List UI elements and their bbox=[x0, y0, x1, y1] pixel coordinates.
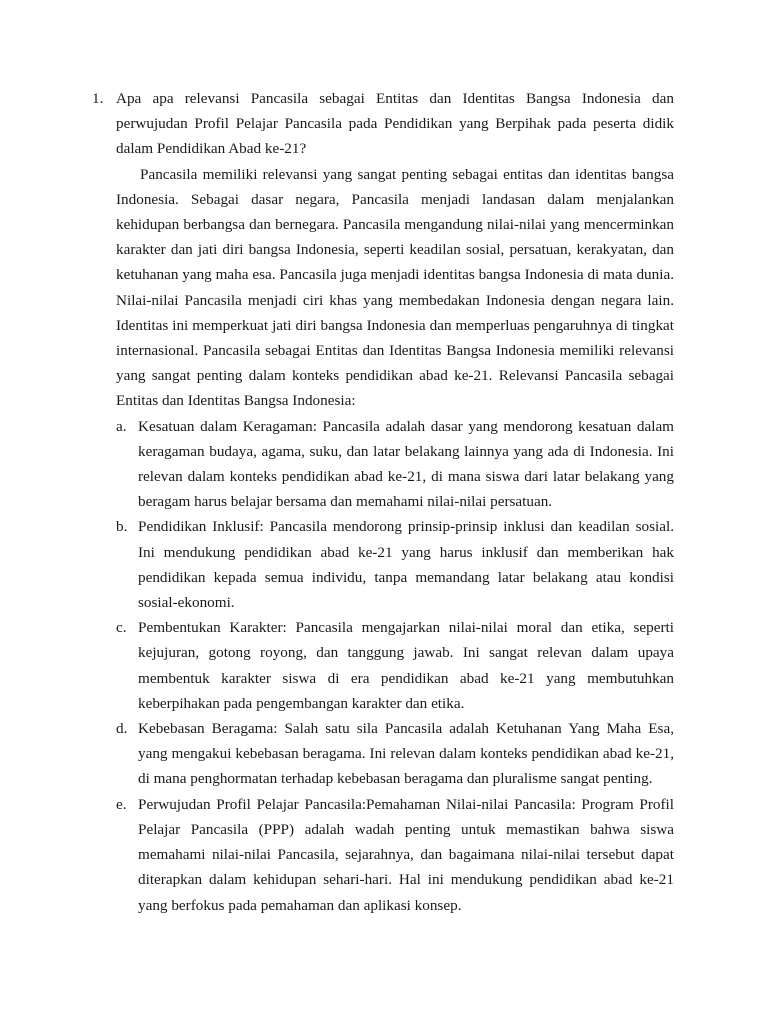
list-item bbox=[92, 716, 674, 792]
list-item bbox=[92, 792, 674, 918]
list-item-text: Kesatuan dalam Keragaman: Pancasila adalah dasar yang mendorong kesatuan dalam keragaman budaya, agama, suku, dan latar belakang lainnya yang ada di Indonesia. Ini relevan dalam konteks pendidikan abad ke-21, di mana siswa dari latar belakang yang beragam harus belajar bersama dan memahami nilai-nilai persatuan. bbox=[138, 417, 674, 511]
list-item bbox=[92, 514, 674, 615]
list-item-marker: d. bbox=[116, 720, 128, 738]
list-item-text: Pembentukan Karakter: Pancasila mengajarkan nilai-nilai moral dan etika, seperti kejujuran, gotong royong, dan tanggung jawab. Ini sangat relevan dalam upaya membentuk karakter siswa di era pendidikan abad ke-21 yang membutuhkan keberpihakan pada pengembangan karakter dan etika. bbox=[138, 619, 674, 712]
list-item-marker: a. bbox=[116, 417, 127, 435]
list-item-marker: c. bbox=[116, 619, 127, 637]
answer-paragraph: Pancasila memiliki relevansi yang sangat penting sebagai entitas dan identitas bangsa Indonesia. Sebagai dasar negara, Pancasila menjadi landasan dalam menjalankan kehidupan berbangsa dan bernegara. Pancasila mengandung nilai-nilai yang mencerminkan karakter dan jati diri bangsa Indonesia, seperti keadilan sosial, persatuan, kerakyatan, dan ketuhanan yang maha esa. Pancasila juga menjadi identitas bangsa Indonesia di mata dunia. Nilai-nilai Pancasila menjadi ciri khas yang membedakan Indonesia dengan negara lain. Identitas ini memperkuat jati diri bangsa Indonesia dan memperluas pengaruhnya di tingkat internasional. Pancasila sebagai Entitas dan Identitas Bangsa Indonesia memiliki relevansi yang sangat penting dalam konteks pendidikan abad ke-21. Relevansi Pancasila sebagai Entitas dan Identitas Bangsa Indonesia: bbox=[116, 165, 674, 410]
list-item-text: Kebebasan Beragama: Salah satu sila Pancasila adalah Ketuhanan Yang Maha Esa, yang mengakui kebebasan beragama. Ini relevan dalam konteks pendidikan abad ke-21, di mana penghormatan terhadap kebebasan beragama dan pluralisme sangat penting. bbox=[138, 720, 674, 788]
list-item-marker: b. bbox=[116, 518, 128, 536]
question-number: 1. bbox=[92, 90, 104, 107]
list-item-text: Perwujudan Profil Pelajar Pancasila:Pemahaman Nilai-nilai Pancasila: Program Profil Pelajar Pancasila (PPP) adalah wadah penting untuk memastikan bahwa siswa memahami nilai-nilai Pancasila, sejarahnya, dan bagaimana nilai-nilai tersebut dapat diterapkan dalam kehidupan sehari-hari. Hal ini mendukung pendidikan abad ke-21 yang berfokus pada pemahaman dan aplikasi konsep. bbox=[138, 795, 674, 914]
list-item bbox=[92, 414, 674, 515]
question-text: Apa apa relevansi Pancasila sebagai Entitas dan Identitas Bangsa Indonesia dan perwujudan Profil Pelajar Pancasila pada Pendidikan yang Berpihak pada peserta didik dalam Pendidikan Abad ke-21? bbox=[116, 90, 674, 158]
question-row bbox=[92, 86, 674, 162]
list-item-text: Pendidikan Inklusif: Pancasila mendorong prinsip-prinsip inklusi dan keadilan sosial. Ini mendukung pendidikan abad ke-21 yang harus inklusif dan memberikan hak pendidikan kepada semua individu, tanpa memandang latar belakang atau kondisi sosial-ekonomi. bbox=[138, 518, 674, 612]
list-item-marker: e. bbox=[116, 795, 127, 813]
list-item bbox=[92, 615, 674, 716]
relevance-points-list bbox=[92, 414, 674, 918]
question-block bbox=[92, 86, 674, 918]
